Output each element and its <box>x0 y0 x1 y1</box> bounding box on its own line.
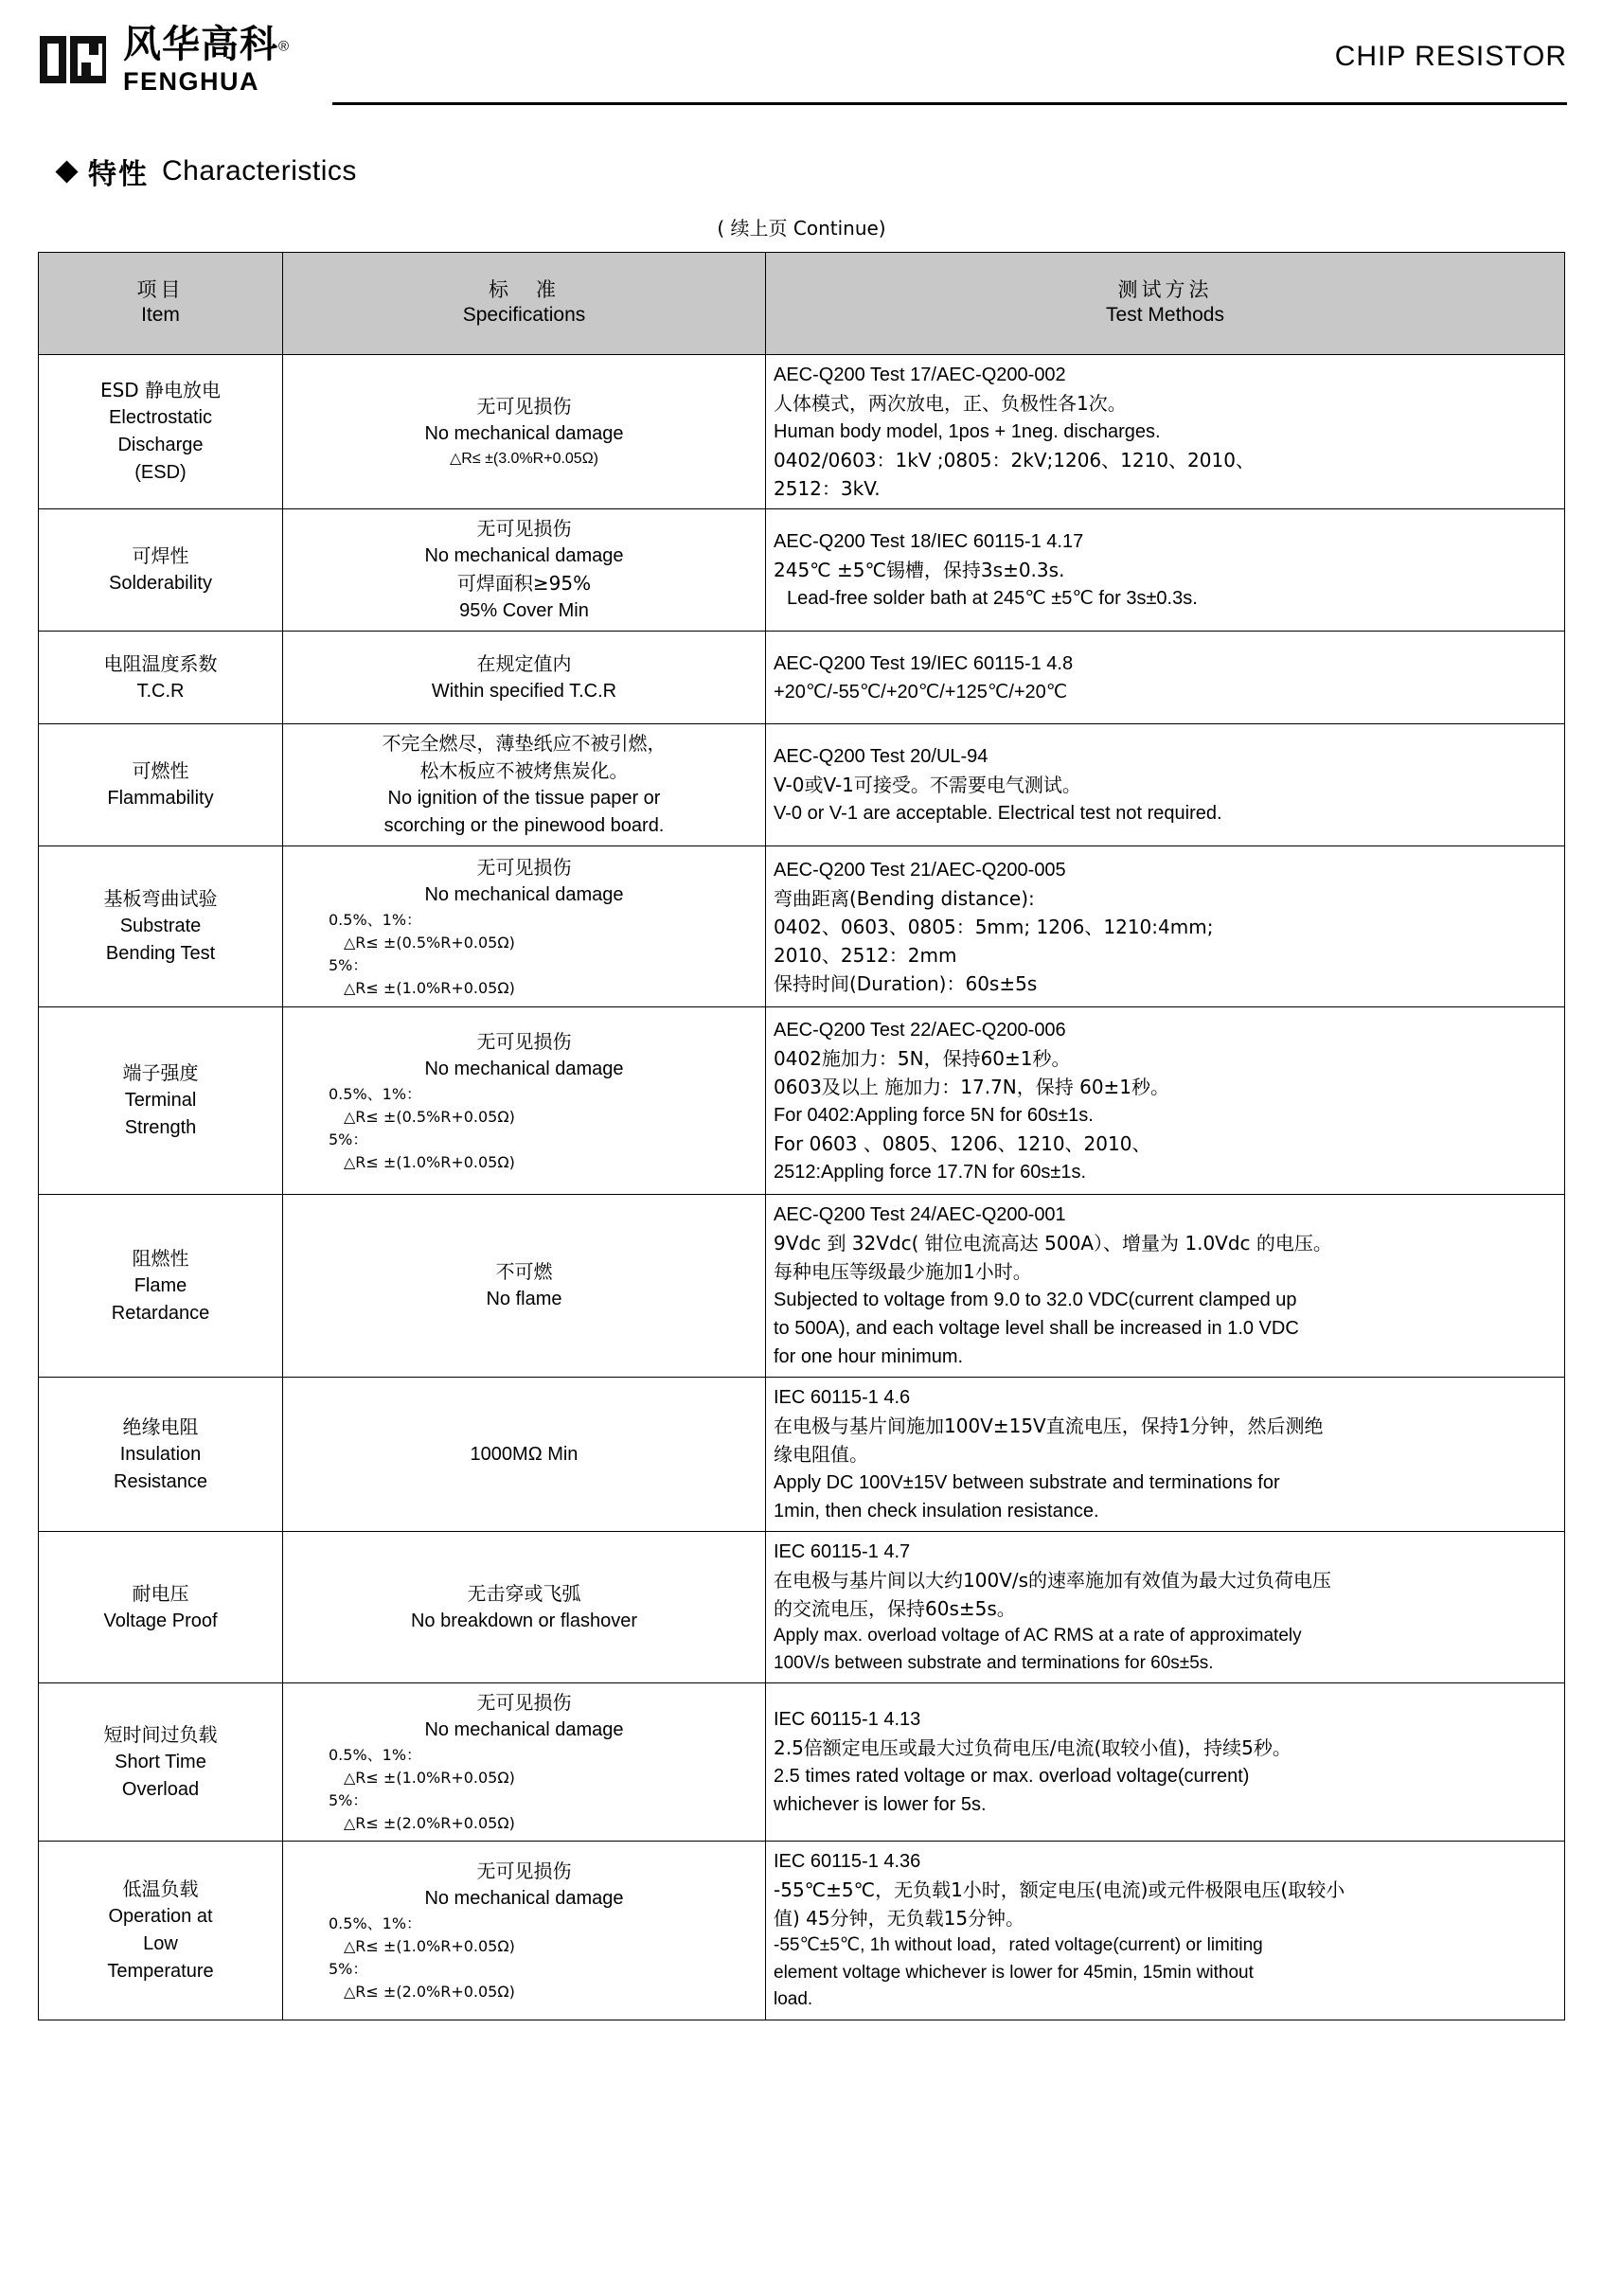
row-specification: 不可燃 No flame <box>283 1195 766 1378</box>
row-item: 短时间过负载 Short Time Overload <box>39 1683 283 1842</box>
row-test-method: IEC 60115-1 4.6 在电极与基片间施加100V±15V直流电压，保持1分钟，然后测绝 缘电阻值。 Apply DC 100V±15V between substrate and terminations for 1min, then check insulation resistance. <box>766 1378 1565 1532</box>
brand-name-cn: 风华高科® <box>123 22 290 66</box>
section-title-en: Characteristics <box>162 155 357 187</box>
table-row <box>39 1007 1565 1195</box>
characteristics-table <box>38 252 1565 2020</box>
page-header <box>36 0 1567 100</box>
row-item: 耐电压 Voltage Proof <box>39 1532 283 1683</box>
row-item: ESD 静电放电 Electrostatic Discharge (ESD) <box>39 355 283 509</box>
row-item: 可焊性 Solderability <box>39 509 283 632</box>
row-test-method: IEC 60115-1 4.36 -55℃±5℃，无负载1小时，额定电压(电流)或元件极限电压(取较小 值) 45分钟，无负载15分钟。 -55℃±5℃, 1h without load，rated voltage(current) or limiting element voltage whichever is lower for 45min, 15min without load. <box>766 1842 1565 2020</box>
row-item: 基板弯曲试验 Substrate Bending Test <box>39 846 283 1007</box>
row-specification: 在规定值内 Within specified T.C.R <box>283 632 766 724</box>
table-row <box>39 509 1565 632</box>
table-row <box>39 1532 1565 1683</box>
row-test-method: AEC-Q200 Test 21/AEC-Q200-005 弯曲距离(Bending distance): 0402、0603、0805：5mm; 1206、1210:4mm; 2010、2512：2mm 保持时间(Duration)：60s±5s <box>766 846 1565 1007</box>
table-row <box>39 632 1565 724</box>
row-test-method: IEC 60115-1 4.13 2.5倍额定电压或最大过负荷电压/电流(取较小值)，持续5秒。 2.5 times rated voltage or max. overload voltage(current) whichever is lower for 5s. <box>766 1683 1565 1842</box>
row-specification: 无可见损伤 No mechanical damage 可焊面积≥95% 95% Cover Min <box>283 509 766 632</box>
table-row <box>39 355 1565 509</box>
table-row <box>39 846 1565 1007</box>
header-specifications: 标 准 Specifications <box>283 253 766 355</box>
table-row <box>39 1842 1565 2020</box>
header-right <box>313 41 1567 79</box>
row-test-method: IEC 60115-1 4.7 在电极与基片间以大约100V/s的速率施加有效值为最大过负荷电压 的交流电压，保持60s±5s。 Apply max. overload voltage of AC RMS at a rate of approximately 100V/s between substrate and terminations for 60s±5s. <box>766 1532 1565 1683</box>
table-row <box>39 1378 1565 1532</box>
row-test-method: AEC-Q200 Test 24/AEC-Q200-001 9Vdc 到 32Vdc( 钳位电流高达 500A）、增量为 1.0Vdc 的电压。 每种电压等级最少施加1小时。 Subjected to voltage from 9.0 to 32.0 VDC(current clamped up to 500A), and each voltage level shall be increased in 1.0 VDC for one hour minimum. <box>766 1195 1565 1378</box>
row-item: 可燃性 Flammability <box>39 724 283 846</box>
header-item: 项目 Item <box>39 253 283 355</box>
row-test-method: AEC-Q200 Test 20/UL-94 V-0或V-1可接受。不需要电气测试。 V-0 or V-1 are acceptable. Electrical test not required. <box>766 724 1565 846</box>
brand-text <box>123 22 290 96</box>
row-item: 电阻温度系数 T.C.R <box>39 632 283 724</box>
section-title-cn: 特性 <box>88 158 149 191</box>
row-specification: 无可见损伤 No mechanical damage 0.5%、1%： △R≤ ±(0.5%R+0.05Ω) 5%： △R≤ ±(1.0%R+0.05Ω) <box>283 846 766 1007</box>
row-specification: 1000MΩ Min <box>283 1378 766 1532</box>
row-test-method: AEC-Q200 Test 19/IEC 60115-1 4.8 +20℃/-55℃/+20℃/+125℃/+20℃ <box>766 632 1565 724</box>
table-row <box>39 724 1565 846</box>
header-divider-wrap <box>36 100 1567 105</box>
row-specification: 无击穿或飞弧 No breakdown or flashover <box>283 1532 766 1683</box>
row-specification: 无可见损伤 No mechanical damage 0.5%、1%： △R≤ ±(1.0%R+0.05Ω) 5%： △R≤ ±(2.0%R+0.05Ω) <box>283 1683 766 1842</box>
brand-block <box>36 22 290 96</box>
brand-name-en: FENGHUA <box>123 66 259 96</box>
row-item: 端子强度 Terminal Strength <box>39 1007 283 1195</box>
row-test-method: AEC-Q200 Test 17/AEC-Q200-002 人体模式，两次放电，正、负极性各1次。 Human body model, 1pos + 1neg. discharges. 0402/0603：1kV ;0805：2kV;1206、1210、2010、 2512：3kV. <box>766 355 1565 509</box>
header-divider <box>332 102 1567 105</box>
continue-note: ( 续上页 Continue) <box>717 217 886 240</box>
table-header-row <box>39 253 1565 355</box>
table-row <box>39 1683 1565 1842</box>
row-item: 阻燃性 Flame Retardance <box>39 1195 283 1378</box>
table-row <box>39 1195 1565 1378</box>
row-test-method: AEC-Q200 Test 18/IEC 60115-1 4.17 245℃ ±5℃锡槽，保持3s±0.3s. Lead-free solder bath at 245℃ ±5℃ for 3s±0.3s. <box>766 509 1565 632</box>
row-test-method: AEC-Q200 Test 22/AEC-Q200-006 0402施加力：5N，保持60±1秒。 0603及以上 施加力：17.7N，保持 60±1秒。 For 0402:Appling force 5N for 60s±1s. For 0603 、0805、1206、1210、2010、 2512:Appling force 17.7N for 60s±1s. <box>766 1007 1565 1195</box>
row-item: 绝缘电阻 Insulation Resistance <box>39 1378 283 1532</box>
diamond-bullet-icon <box>55 160 78 183</box>
row-item: 低温负载 Operation at Low Temperature <box>39 1842 283 2020</box>
row-specification: 无可见损伤 No mechanical damage 0.5%、1%： △R≤ ±(1.0%R+0.05Ω) 5%： △R≤ ±(2.0%R+0.05Ω) <box>283 1842 766 2020</box>
row-specification: 不完全燃尽，薄垫纸应不被引燃， 松木板应不被烤焦炭化。 No ignition of the tissue paper or scorching or the pinewood board. <box>283 724 766 846</box>
section-title <box>59 151 1567 192</box>
row-specification: 无可见损伤 No mechanical damage △R≤ ±(3.0%R+0.05Ω) <box>283 355 766 509</box>
registered-mark: ® <box>278 38 290 55</box>
document-title: CHIP RESISTOR <box>1334 41 1567 72</box>
fenghua-logo-icon <box>36 30 110 89</box>
row-specification: 无可见损伤 No mechanical damage 0.5%、1%： △R≤ ±(0.5%R+0.05Ω) 5%： △R≤ ±(1.0%R+0.05Ω) <box>283 1007 766 1195</box>
header-test-methods: 测试方法 Test Methods <box>766 253 1565 355</box>
